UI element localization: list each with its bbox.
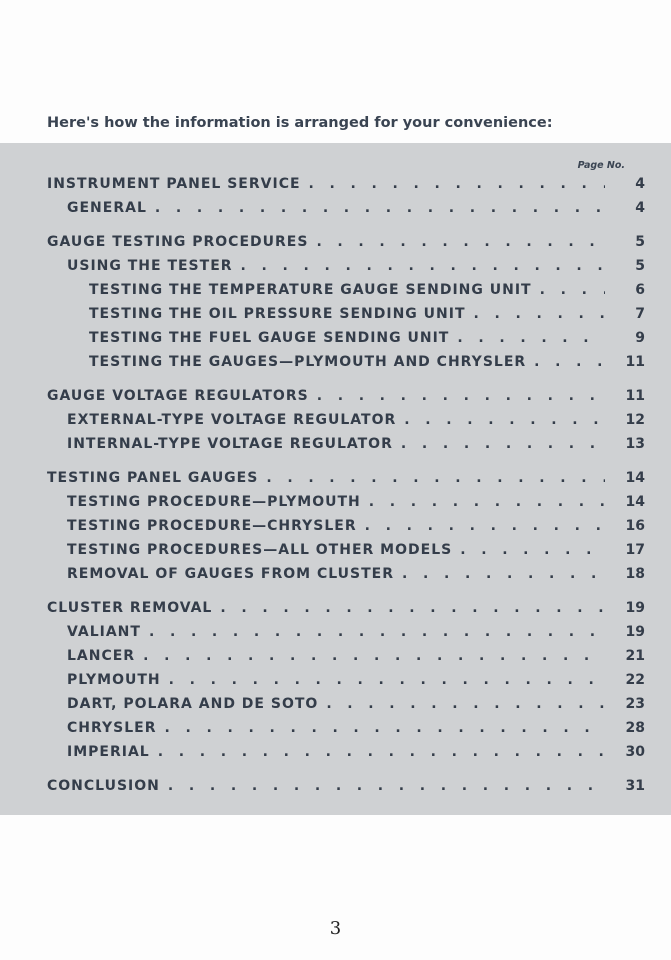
dot-leader [309,388,605,404]
dot-leader [160,778,605,794]
toc-entry-label: DART, POLARA AND DE SOTO [67,696,319,712]
toc-entry-page: 14 [625,470,645,486]
toc-entry-label: TESTING PROCEDURE—CHRYSLER [67,518,357,534]
toc-entry-page: 13 [625,436,645,452]
toc-entry [67,672,645,694]
toc-entry [67,542,645,564]
toc-entry-page: 19 [625,600,645,616]
toc-entry [67,200,645,222]
toc-entry-label: USING THE TESTER [67,258,233,274]
dot-leader [147,200,605,216]
dot-leader [466,306,606,322]
toc-entry-page: 12 [625,412,645,428]
toc-entry [47,176,645,198]
toc-entry-label: REMOVAL OF GAUGES FROM CLUSTER [67,566,395,582]
dot-leader [141,624,605,640]
toc-entry-label: CHRYSLER [67,720,157,736]
toc-entry [89,306,645,328]
dot-leader [361,494,605,510]
dot-leader [233,258,605,274]
intro-heading: Here's how the information is arranged for your convenience: [47,115,553,131]
toc-entry-label: TESTING PROCEDURE—PLYMOUTH [67,494,361,510]
toc-entry-label: TESTING THE TEMPERATURE GAUGE SENDING UNIT [89,282,532,298]
toc-entry [67,258,645,280]
toc-entry-page: 18 [625,566,645,582]
dot-leader [526,354,605,370]
toc-entry-page: 28 [625,720,645,736]
toc-entry-page: 31 [625,778,645,794]
toc-entry-label: PLYMOUTH [67,672,161,688]
page-number: 3 [329,918,342,939]
toc-entry-label: GENERAL [67,200,147,216]
toc-entry-page: 21 [625,648,645,664]
toc-entry [67,744,645,766]
toc-entry-label: IMPERIAL [67,744,150,760]
toc-entry-page: 23 [625,696,645,712]
dot-leader [449,330,605,346]
dot-leader [452,542,605,558]
toc-entry-page: 11 [625,388,645,404]
dot-leader [396,412,605,428]
toc-entry-page: 5 [635,258,645,274]
toc-entry-page: 14 [625,494,645,510]
dot-leader [157,720,606,736]
toc-entry-page: 17 [625,542,645,558]
toc-entry-label: INSTRUMENT PANEL SERVICE [47,176,301,192]
toc-entry [89,282,645,304]
dot-leader [394,566,605,582]
toc-entry-label: EXTERNAL-TYPE VOLTAGE REGULATOR [67,412,397,428]
toc-entry-label: TESTING PROCEDURES—ALL OTHER MODELS [67,542,453,558]
dot-leader [357,518,605,534]
toc-entry [67,566,645,588]
toc-entry-label: TESTING THE GAUGES—PLYMOUTH AND CHRYSLER [89,354,527,370]
toc-entry-page: 11 [625,354,645,370]
page-number-column-header: Page No. [577,160,625,171]
toc-entry-page: 30 [625,744,645,760]
toc-entry [67,412,645,434]
toc-entry-page: 19 [625,624,645,640]
toc-entry [67,720,645,742]
toc-entry-page: 9 [635,330,645,346]
dot-leader [150,744,605,760]
dot-leader [135,648,605,664]
toc-entry [67,494,645,516]
toc-entry [67,696,645,718]
dot-leader [532,282,605,298]
toc-entry-label: INTERNAL-TYPE VOLTAGE REGULATOR [67,436,393,452]
toc-entry-label: CLUSTER REMOVAL [47,600,213,616]
toc-entry [47,470,645,492]
toc-entry-label: GAUGE TESTING PROCEDURES [47,234,309,250]
toc-entry-page: 5 [635,234,645,250]
toc-entry [67,648,645,670]
toc-entry-page: 7 [635,306,645,322]
toc-entry [89,330,645,352]
toc-entry [67,624,645,646]
toc-entry-label: LANCER [67,648,136,664]
toc-entry [47,234,645,256]
toc-entry [47,388,645,410]
toc-entry [47,778,645,800]
dot-leader [161,672,605,688]
toc-entry-page: 4 [635,176,645,192]
toc-entry-page: 4 [635,200,645,216]
toc-entry-page: 16 [625,518,645,534]
toc-entry-label: CONCLUSION [47,778,160,794]
toc-entry [89,354,645,376]
dot-leader [258,470,605,486]
dot-leader [308,234,605,250]
toc-entry-page: 22 [625,672,645,688]
toc-entry-label: TESTING THE OIL PRESSURE SENDING UNIT [89,306,466,322]
dot-leader [393,436,605,452]
toc-entry-label: TESTING THE FUEL GAUGE SENDING UNIT [89,330,450,346]
toc-entry [47,600,645,622]
toc-entry-label: GAUGE VOLTAGE REGULATORS [47,388,309,404]
toc-entry [67,518,645,540]
toc-entry-label: TESTING PANEL GAUGES [47,470,259,486]
toc-entry-label: VALIANT [67,624,141,640]
dot-leader [301,176,605,192]
dot-leader [318,696,605,712]
toc-entry-page: 6 [635,282,645,298]
dot-leader [212,600,605,616]
toc-entry [67,436,645,458]
